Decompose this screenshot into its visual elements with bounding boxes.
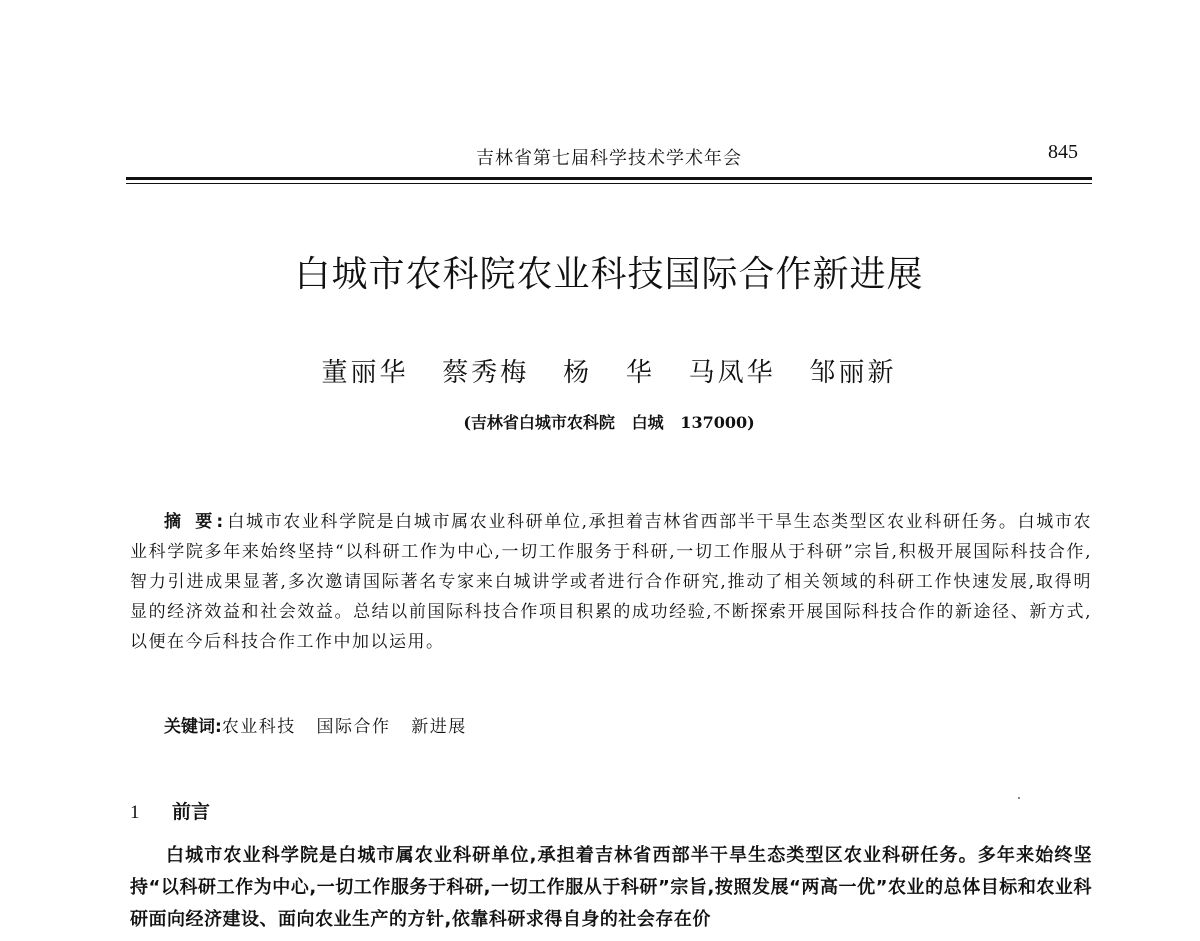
scan-speck [1018,797,1020,799]
section-number: 1 [130,802,140,823]
abstract-label: 摘 要: [164,512,228,532]
keywords [164,712,467,737]
section-heading [130,797,210,824]
header-rule-thick [126,177,1092,180]
body-paragraph: 白城市农业科学院是白城市属农业科研单位,承担着吉林省西部半干旱生态类型区农业科研任务。多年来始终坚持“以科研工作为中心,一切工作服务于科研,一切工作服从于科研”宗旨,按照发展“两高一优”农业的总体目标和农业科研面向经济建设、面向农业生产的方针,依靠科研求得自身的社会存在价 [130,845,1092,930]
abstract [130,507,1092,657]
paper-title: 白城市农科院农业科技国际合作新进展 [294,254,924,295]
affiliation: (吉林省白城市农科院 白城 137000) [463,413,755,432]
keywords-label: 关键词: [164,717,222,737]
abstract-text: 白城市农业科学院是白城市属农业科研单位,承担着吉林省西部半干旱生态类型区农业科研任务。白城市农业科学院多年来始终坚持“以科研工作为中心,一切工作服务于科研,一切工作服从于科研”宗旨,积极开展国际科技合作,智力引进成果显著,多次邀请国际著名专家来白城讲学或者进行合作研究,推动了相关领域的科研工作快速发展,取得明显的经济效益和社会效益。总结以前国际科技合作项目积累的成功经验,不断探索开展国际科技合作的新途径、新方式,以便在今后科技合作工作中加以运用。 [130,512,1093,652]
running-header [126,141,1092,177]
section-title: 前言 [172,801,211,823]
author-list: 董丽华 蔡秀梅 杨 华 马凤华 邹丽新 [321,358,897,388]
journal-name: 吉林省第七届科学技术学术年会 [476,148,742,169]
page-number: 845 [1048,141,1078,163]
header-rule-thin [126,183,1092,184]
keywords-text: 农业科技 国际合作 新进展 [221,717,467,737]
